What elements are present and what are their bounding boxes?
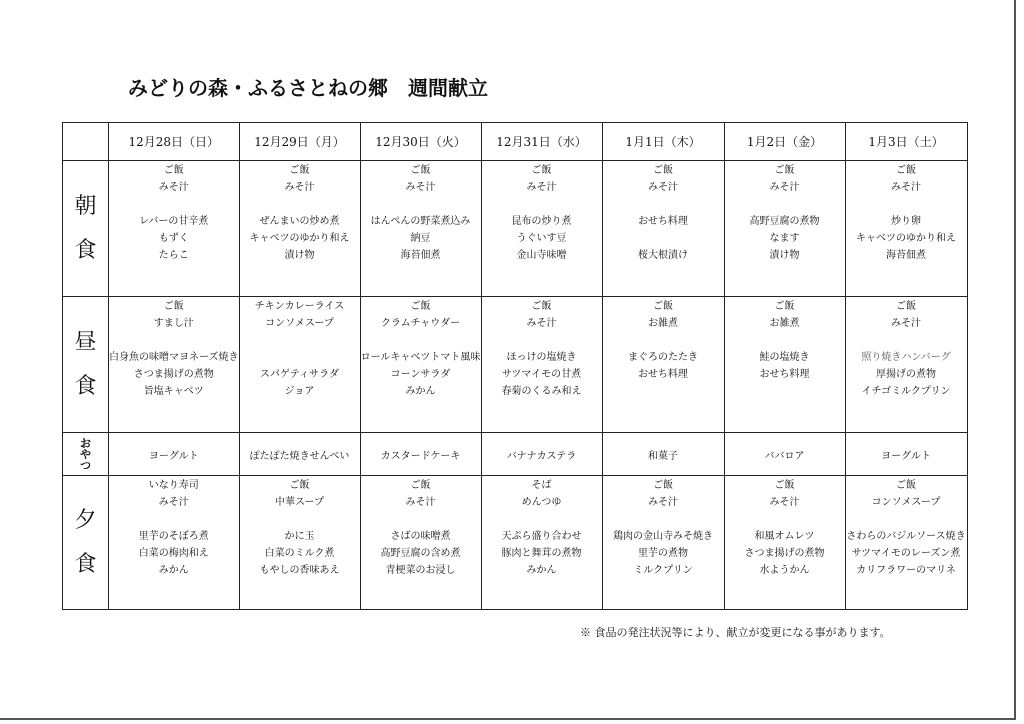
- menu-item: おせち料理: [638, 369, 688, 380]
- menu-item: 桜大根漬け: [638, 250, 688, 261]
- menu-item: [725, 383, 845, 400]
- menu-item: おせち料理: [638, 216, 688, 227]
- menu-item: [109, 511, 239, 528]
- breakfast-label: [63, 161, 109, 297]
- menu-item: 鶏肉の金山寺みそ焼き: [613, 531, 713, 542]
- menu-item: ミルクプリン: [633, 565, 693, 576]
- menu-item: ご飯: [896, 480, 916, 491]
- menu-table: [62, 122, 968, 610]
- menu-item: ご飯: [531, 165, 552, 176]
- menu-item: [109, 196, 239, 213]
- menu-item: [846, 332, 967, 349]
- menu-item: みかん: [405, 386, 436, 397]
- dinner-cell: [360, 476, 481, 610]
- menu-item: 照り焼きハンバーグ: [861, 352, 951, 363]
- menu-item: 昆布の炒り煮: [511, 216, 572, 227]
- menu-item: 高野豆腐の含め煮: [380, 548, 461, 559]
- menu-item: ご飯: [410, 480, 431, 491]
- menu-item: サツマイモのレーズン煮: [851, 548, 961, 559]
- menu-item: みかん: [526, 565, 557, 576]
- menu-item: みそ汁: [769, 497, 800, 508]
- menu-item: さわらのバジルソース焼き: [846, 531, 966, 542]
- lunch-cell: [602, 297, 724, 433]
- menu-item: 白菜の梅肉和え: [138, 548, 209, 559]
- menu-item: ご飯: [289, 165, 310, 176]
- menu-item: レバーの甘辛煮: [139, 216, 209, 227]
- menu-item: [240, 196, 360, 213]
- menu-item: みそ汁: [769, 182, 800, 193]
- dinner-cell: [239, 476, 360, 610]
- menu-item: 白身魚の味噌マヨネーズ焼き: [109, 352, 239, 363]
- breakfast-cell: [845, 161, 967, 297]
- menu-item: みそ汁: [891, 182, 921, 193]
- snack-cell: 和菓子: [602, 433, 724, 476]
- menu-item: 海苔佃煮: [400, 250, 441, 261]
- label-char: 食: [74, 373, 97, 399]
- menu-item: [240, 511, 360, 528]
- menu-item: ジョア: [284, 386, 315, 397]
- menu-item: [603, 511, 724, 528]
- menu-item: [240, 349, 360, 366]
- menu-item: [603, 332, 724, 349]
- menu-item: みそ汁: [158, 497, 189, 508]
- snack-cell: ヨーグルト: [845, 433, 967, 476]
- menu-item: 炒り卵: [891, 216, 921, 227]
- lunch-cell: [724, 297, 845, 433]
- menu-item: ぜんまいの炒め煮: [259, 216, 340, 227]
- dinner-row: [63, 476, 968, 610]
- menu-item: 春菊のくるみ和え: [501, 386, 582, 397]
- dinner-label: [63, 476, 109, 610]
- menu-item: 天ぷら盛り合わせ: [501, 531, 582, 542]
- dinner-cell: [109, 476, 240, 610]
- label-char: つ: [80, 458, 91, 472]
- lunch-cell: [239, 297, 360, 433]
- menu-item: [725, 196, 845, 213]
- menu-item: ほっけの塩焼き: [506, 352, 577, 363]
- menu-item: 和風オムレツ: [754, 531, 815, 542]
- label-char: お: [80, 436, 91, 450]
- menu-item: みそ汁: [405, 497, 436, 508]
- menu-item: キャベツのゆかり和え: [856, 233, 956, 244]
- menu-item: みそ汁: [526, 318, 557, 329]
- menu-item: 海苔佃煮: [886, 250, 926, 261]
- snack-row: [63, 433, 968, 476]
- lunch-row: [63, 297, 968, 433]
- label-char: 食: [74, 551, 97, 577]
- menu-item: まぐろのたたき: [628, 352, 698, 363]
- menu-item: [361, 511, 481, 528]
- menu-item: みそ汁: [648, 182, 678, 193]
- menu-item: ご飯: [163, 165, 184, 176]
- menu-item: ご飯: [653, 165, 673, 176]
- menu-item: みそ汁: [284, 182, 315, 193]
- menu-item: 里芋のそぼろ煮: [138, 531, 209, 542]
- menu-item: 中華スープ: [275, 497, 324, 508]
- menu-item: さつま揚げの煮物: [133, 369, 214, 380]
- menu-item: ご飯: [774, 480, 795, 491]
- menu-item: すまし汁: [153, 318, 194, 329]
- day-header: 12月30日（火）: [360, 123, 481, 161]
- snack-cell: ぽたぽた焼きせんべい: [239, 433, 360, 476]
- menu-item: かに玉: [284, 531, 315, 542]
- lunch-cell: [845, 297, 967, 433]
- day-header: 12月28日（日）: [109, 123, 240, 161]
- label-char: や: [80, 447, 91, 461]
- menu-item: [482, 332, 602, 349]
- footnote: ※ 食品の発注状況等により、献立が変更になる事があります。: [580, 626, 891, 639]
- menu-item: 納豆: [410, 233, 431, 244]
- breakfast-cell: [239, 161, 360, 297]
- menu-item: イチゴミルクプリン: [861, 386, 951, 397]
- snack-cell: バナナカステラ: [481, 433, 602, 476]
- snack-label: [63, 433, 109, 476]
- menu-item: 厚揚げの煮物: [876, 369, 936, 380]
- menu-item: [846, 196, 967, 213]
- menu-item: さばの味噌煮: [390, 531, 451, 542]
- menu-item: [361, 332, 481, 349]
- menu-item: みかん: [158, 565, 189, 576]
- menu-item: [361, 196, 481, 213]
- menu-item: 漬け物: [769, 250, 800, 261]
- menu-item: めんつゆ: [521, 497, 562, 508]
- menu-item: 高野豆腐の煮物: [749, 216, 820, 227]
- lunch-cell: [360, 297, 481, 433]
- dinner-cell: [602, 476, 724, 610]
- menu-item: なます: [769, 233, 800, 244]
- menu-item: [482, 196, 602, 213]
- menu-item: [603, 383, 724, 400]
- dinner-cell: [481, 476, 602, 610]
- label-char: 朝: [74, 193, 97, 219]
- menu-item: [109, 332, 239, 349]
- label-char: 昼: [74, 329, 97, 355]
- menu-item: 青梗菜のお浸し: [385, 565, 456, 576]
- menu-item: もやしの香味あえ: [259, 565, 340, 576]
- menu-item: [482, 511, 602, 528]
- menu-item: [725, 511, 845, 528]
- label-char: 食: [74, 237, 97, 263]
- menu-item: コンソメスープ: [871, 497, 941, 508]
- menu-item: もずく: [158, 233, 189, 244]
- menu-item: 白菜のミルク煮: [264, 548, 335, 559]
- menu-item: チキンカレーライス: [254, 301, 345, 312]
- menu-item: 豚肉と舞茸の煮物: [501, 548, 582, 559]
- label-char: 夕: [74, 507, 97, 533]
- day-header: 1月2日（金）: [724, 123, 845, 161]
- snack-cell: カスタードケーキ: [360, 433, 481, 476]
- menu-item: みそ汁: [526, 182, 557, 193]
- breakfast-cell: [109, 161, 240, 297]
- menu-item: サツマイモの甘煮: [501, 369, 582, 380]
- menu-item: ご飯: [410, 165, 431, 176]
- menu-item: [240, 332, 360, 349]
- menu-item: キャベツのゆかり和え: [249, 233, 350, 244]
- menu-item: ご飯: [896, 165, 916, 176]
- menu-item: みそ汁: [405, 182, 436, 193]
- menu-item: ご飯: [410, 301, 431, 312]
- menu-item: 水ようかん: [759, 565, 810, 576]
- dinner-cell: [845, 476, 967, 610]
- menu-item: ご飯: [163, 301, 184, 312]
- menu-item: コンソメスープ: [265, 318, 334, 329]
- day-header: 12月31日（水）: [481, 123, 602, 161]
- lunch-cell: [109, 297, 240, 433]
- breakfast-cell: [724, 161, 845, 297]
- menu-item: ご飯: [653, 480, 673, 491]
- snack-cell: ババロア: [724, 433, 845, 476]
- dinner-cell: [724, 476, 845, 610]
- page-title: みどりの森・ふるさとねの郷 週間献立: [128, 76, 488, 100]
- menu-item: いなり寿司: [148, 480, 199, 491]
- menu-item: ご飯: [289, 480, 310, 491]
- menu-item: おせち料理: [759, 369, 810, 380]
- menu-item: ご飯: [774, 301, 795, 312]
- menu-item: [603, 196, 724, 213]
- menu-item: 金山寺味噌: [516, 250, 567, 261]
- menu-item: みそ汁: [648, 497, 678, 508]
- menu-item: 漬け物: [284, 250, 315, 261]
- menu-item: みそ汁: [891, 318, 921, 329]
- menu-item: クラムチャウダー: [380, 318, 461, 329]
- menu-item: カリフラワーのマリネ: [856, 565, 956, 576]
- corner-cell: [63, 123, 109, 161]
- header-row: [63, 123, 968, 161]
- breakfast-cell: [602, 161, 724, 297]
- breakfast-cell: [481, 161, 602, 297]
- menu-item: コーンサラダ: [390, 369, 451, 380]
- menu-item: [725, 332, 845, 349]
- menu-item: さつま揚げの煮物: [744, 548, 825, 559]
- lunch-label: [63, 297, 109, 433]
- day-header: 1月1日（木）: [602, 123, 724, 161]
- menu-item: はんぺんの野菜煮込み: [370, 216, 471, 227]
- day-header: 12月29日（月）: [239, 123, 360, 161]
- breakfast-row: [63, 161, 968, 297]
- menu-item: ご飯: [774, 165, 795, 176]
- breakfast-cell: [360, 161, 481, 297]
- menu-item: お雑煮: [648, 318, 678, 329]
- menu-item: [846, 511, 967, 528]
- menu-item: ロールキャベツトマト風味: [360, 352, 481, 363]
- menu-item: 里芋の煮物: [638, 548, 688, 559]
- snack-cell: ヨーグルト: [109, 433, 240, 476]
- menu-item: みそ汁: [158, 182, 189, 193]
- menu-item: [603, 230, 724, 247]
- menu-item: たらこ: [158, 250, 189, 261]
- menu-item: スパゲティサラダ: [259, 369, 340, 380]
- menu-item: ご飯: [896, 301, 916, 312]
- menu-item: そば: [531, 480, 552, 491]
- menu-item: ご飯: [653, 301, 673, 312]
- day-header: 1月3日（土）: [845, 123, 967, 161]
- menu-item: ご飯: [531, 301, 552, 312]
- menu-item: うぐいす豆: [516, 233, 567, 244]
- menu-item: 旨塩キャベツ: [143, 386, 204, 397]
- menu-item: 鮭の塩焼き: [759, 352, 810, 363]
- menu-item: お雑煮: [769, 318, 800, 329]
- lunch-cell: [481, 297, 602, 433]
